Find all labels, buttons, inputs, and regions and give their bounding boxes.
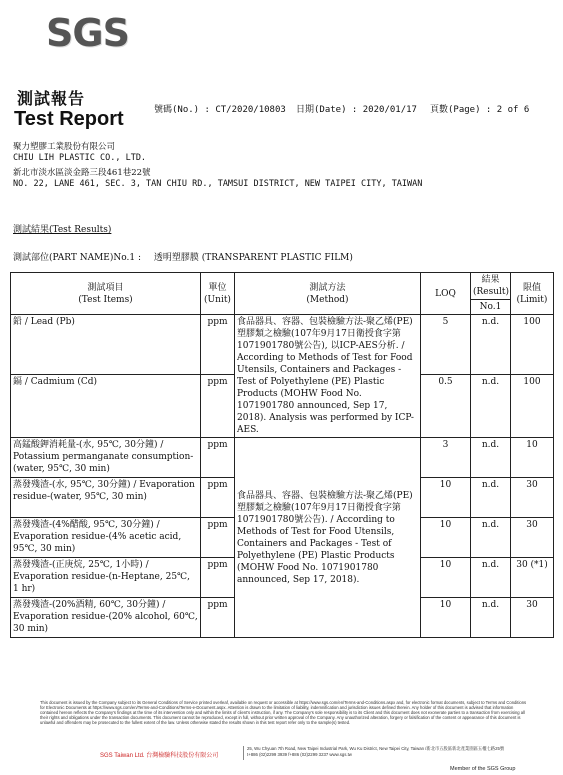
cell-unit: ppm bbox=[201, 438, 235, 478]
header-method-zh: 測試方法 bbox=[309, 282, 346, 293]
header-method-en: (Method) bbox=[306, 294, 349, 305]
header-item-en: (Test Items) bbox=[78, 294, 133, 305]
table-row bbox=[11, 438, 554, 478]
header-unit-en: (Unit) bbox=[204, 294, 231, 305]
header-limit-en: (Limit) bbox=[516, 294, 548, 305]
footer-company: SGS Taiwan Ltd. 台灣檢驗科技股份有限公司 bbox=[100, 753, 219, 759]
cell-result: n.d. bbox=[471, 315, 511, 375]
sgs-logo-text: SGS bbox=[46, 11, 129, 55]
footer-member: Member of the SGS Group bbox=[450, 766, 516, 772]
header-result-en: (Result) bbox=[473, 287, 510, 297]
footer-address-block bbox=[247, 746, 504, 758]
part-name-value: 透明塑膠膜 (TRANSPARENT PLASTIC FILM) bbox=[153, 253, 353, 263]
header-unit-zh: 單位 bbox=[208, 282, 227, 293]
cell-result: n.d. bbox=[471, 478, 511, 518]
cell-limit: 100 bbox=[511, 375, 554, 438]
cell-item: 蒸發殘渣-(20%酒精, 60℃, 30分鐘) / Evaporation residue-(20% alcohol, 60℃, 30 min) bbox=[11, 598, 201, 638]
report-title-zh: 測試報告 bbox=[17, 89, 86, 108]
header-unit bbox=[201, 273, 235, 315]
client-address-en: NO. 22, LANE 461, SEC. 3, TAN CHIU RD., TAMSUI DISTRICT, NEW TAIPEI CITY, TAIWAN bbox=[13, 179, 423, 189]
cell-method-b: 食品器具、容器、包裝檢驗方法-聚乙烯(PE)塑膠類之檢驗(107年9月17日衛授食字第1071901780號公告). / According to Methods of Test for Food Utensils, Containers and Packages - Test of Polyethylene (PE) Plastic Products (MOHW Food No. 1071901780 announced, Sep 17, 2018). bbox=[235, 438, 421, 638]
client-name-zh: 聚力塑膠工業股份有限公司 bbox=[13, 142, 116, 152]
cell-limit: 100 bbox=[511, 315, 554, 375]
header-item-zh: 測試項目 bbox=[87, 282, 124, 293]
part-name bbox=[13, 250, 353, 263]
header-method bbox=[235, 273, 421, 315]
cell-loq: 10 bbox=[421, 558, 471, 598]
cell-limit: 30 bbox=[511, 478, 554, 518]
cell-loq: 10 bbox=[421, 518, 471, 558]
header-loq: LOQ bbox=[421, 273, 471, 315]
cell-result: n.d. bbox=[471, 598, 511, 638]
report-page: 頁數(Page) : 2 of 6 bbox=[430, 105, 530, 115]
report-title-en: Test Report bbox=[14, 108, 124, 130]
footer-address: 25, Wu Chyuan 7th Road, New Taipei Industrial Park, Wu Ku District, New Taipei City, Taiwan /新北市五股區新北產業園區五權七路25號 bbox=[247, 746, 505, 751]
footer-disclaimer: This document is issued by the Company subject to its General Conditions of Service printed overleaf, available on request or accessible at https://www.sgs.com/en/Terms-and-Conditions.aspx and, for electronic format documents, subject to Terms and Conditions for Electronic Documents at https://www.sgs.com/en/Terms-and-Conditions/Terms-e-Document.aspx. Attention is drawn to the limitation of liability, indemnification and jurisdiction issues defined therein. Any holder of this document is advised that information contained hereon reflects the Company's findings at the time of its intervention only and within the limits of client's instruction, if any. The Company's sole responsibility is to its Client and this document does not exonerate parties to a transaction from exercising all their rights and obligations under the transaction documents. This document cannot be reproduced, except in full, without prior written approval of the Company. Any unauthorized alteration, forgery or falsification of the content or appearance of this document is unlawful and offenders may be prosecuted to the fullest extent of the law. Unless otherwise stated the results shown in this test report refer only to the sample(s) tested. bbox=[40, 700, 527, 725]
report-date: 日期(Date) : 2020/01/17 bbox=[296, 105, 417, 115]
header-test-items bbox=[11, 273, 201, 315]
part-name-label: 測試部位(PART NAME)No.1 : bbox=[13, 253, 142, 263]
cell-unit: ppm bbox=[201, 598, 235, 638]
sgs-logo bbox=[40, 10, 135, 56]
cell-method-a: 食品器具、容器、包裝檢驗方法-聚乙烯(PE)塑膠類之檢驗(107年9月17日衛授食字第1071901780號公告), 以ICP-AES分析. / According to Methods of Test for Food Utensils, Containers and Packages - Test of Polyethylene (PE) Plastic Products (MOHW Food No. 1071901780 announced, Sep 17, 2018). Analysis was performed by ICP-AES. bbox=[235, 315, 421, 438]
cell-unit: ppm bbox=[201, 375, 235, 438]
cell-loq: 3 bbox=[421, 438, 471, 478]
header-result-zh: 結果 bbox=[481, 275, 500, 285]
results-heading: 測試結果(Test Results) bbox=[13, 225, 112, 235]
cell-item: 鎘 / Cadmium (Cd) bbox=[11, 375, 201, 438]
cell-loq: 5 bbox=[421, 315, 471, 375]
cell-unit: ppm bbox=[201, 315, 235, 375]
cell-item: 蒸發殘渣-(水, 95℃, 30分鐘) / Evaporation residue-(water, 95℃, 30 min) bbox=[11, 478, 201, 518]
cell-result: n.d. bbox=[471, 558, 511, 598]
cell-limit: 10 bbox=[511, 438, 554, 478]
report-number: 號碼(No.) : CT/2020/10803 bbox=[154, 105, 286, 115]
cell-limit: 30 bbox=[511, 598, 554, 638]
cell-item: 蒸發殘渣-(4%醋酸, 95℃, 30分鐘) / Evaporation residue-(4% acetic acid, 95℃, 30 min) bbox=[11, 518, 201, 558]
cell-loq: 10 bbox=[421, 478, 471, 518]
client-address-zh: 新北市淡水區淡金路三段461巷22號 bbox=[13, 168, 151, 178]
footer-phone: t+886 (02)2299 3939 f+886 (02)2299 3237 www.sgs.tw bbox=[247, 752, 352, 757]
footer-divider bbox=[243, 746, 244, 760]
cell-result: n.d. bbox=[471, 438, 511, 478]
client-name-en: CHIU LIH PLASTIC CO., LTD. bbox=[13, 153, 147, 163]
cell-unit: ppm bbox=[201, 558, 235, 598]
results-table bbox=[10, 272, 554, 638]
cell-item: 鉛 / Lead (Pb) bbox=[11, 315, 201, 375]
header-limit bbox=[511, 273, 554, 315]
header-limit-zh: 限值 bbox=[522, 282, 541, 293]
cell-unit: ppm bbox=[201, 518, 235, 558]
table-row bbox=[11, 315, 554, 375]
cell-result: n.d. bbox=[471, 518, 511, 558]
cell-item: 高錳酸鉀消耗量-(水, 95℃, 30分鐘) / Potassium permanganate consumption-(water, 95℃, 30 min) bbox=[11, 438, 201, 478]
cell-unit: ppm bbox=[201, 478, 235, 518]
cell-limit: 30 bbox=[511, 518, 554, 558]
cell-loq: 0.5 bbox=[421, 375, 471, 438]
cell-limit: 30 (*1) bbox=[511, 558, 554, 598]
cell-loq: 10 bbox=[421, 598, 471, 638]
header-result-no: No.1 bbox=[471, 300, 511, 315]
cell-item: 蒸發殘渣-(正庚烷, 25℃, 1小時) / Evaporation residue-(n-Heptane, 25℃, 1 hr) bbox=[11, 558, 201, 598]
header-result bbox=[471, 273, 511, 300]
cell-result: n.d. bbox=[471, 375, 511, 438]
